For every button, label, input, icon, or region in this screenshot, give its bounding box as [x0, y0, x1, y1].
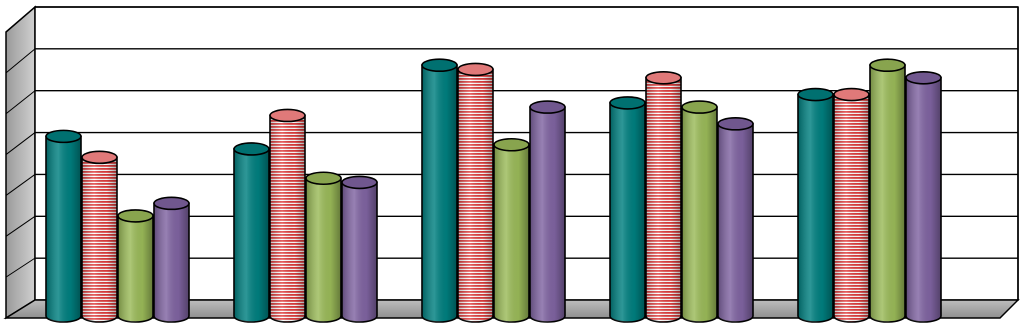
bar [610, 97, 645, 322]
bar [682, 101, 717, 322]
bar-shading [82, 157, 117, 322]
bar-top-shade [234, 143, 269, 155]
bar [270, 109, 305, 322]
bar [154, 197, 189, 322]
bar [234, 143, 269, 322]
bar-top-shade [646, 72, 681, 84]
bar-shading [118, 216, 153, 322]
bar [46, 130, 81, 322]
bar-shading [610, 103, 645, 322]
bar [530, 101, 565, 322]
bar-top-shade [422, 59, 457, 71]
bar [306, 172, 341, 322]
bar [870, 59, 905, 322]
bar-shading [530, 107, 565, 322]
bar-shading [494, 145, 529, 322]
bar [798, 89, 833, 322]
bar-shading [270, 115, 305, 322]
bar [342, 176, 377, 322]
bar-shading [342, 182, 377, 322]
bar-shading [646, 78, 681, 322]
bar [82, 151, 117, 322]
bar-shading [870, 65, 905, 322]
bar-shading [234, 149, 269, 322]
bar [906, 72, 941, 322]
bar-top-shade [906, 72, 941, 84]
bar-top-shade [342, 176, 377, 188]
bar [718, 118, 753, 322]
bar-shading [834, 95, 869, 322]
bar-shading [798, 95, 833, 322]
bar-shading [458, 69, 493, 322]
bar-shading [306, 178, 341, 322]
bar-top-shade [834, 89, 869, 101]
bar [118, 210, 153, 322]
bar-shading [718, 124, 753, 322]
bar-top-shade [494, 139, 529, 151]
bar-top-shade [458, 63, 493, 75]
bar-top-shade [118, 210, 153, 222]
bar [646, 72, 681, 322]
bar-shading [682, 107, 717, 322]
bar-top-shade [82, 151, 117, 163]
bar-shading [906, 78, 941, 322]
bar-shading [46, 136, 81, 322]
bar [494, 139, 529, 322]
bar-top-shade [870, 59, 905, 71]
bar-top-shade [682, 101, 717, 113]
bar-top-shade [46, 130, 81, 142]
bar-top-shade [798, 89, 833, 101]
bar [834, 89, 869, 322]
bar-top-shade [530, 101, 565, 113]
bar-top-shade [718, 118, 753, 130]
bar [422, 59, 457, 322]
bar-top-shade [306, 172, 341, 184]
bar-top-shade [154, 197, 189, 209]
bar-shading [154, 203, 189, 322]
bar-top-shade [270, 109, 305, 121]
bar [458, 63, 493, 322]
bar-top-shade [610, 97, 645, 109]
side-wall [6, 7, 35, 318]
bar-shading [422, 65, 457, 322]
